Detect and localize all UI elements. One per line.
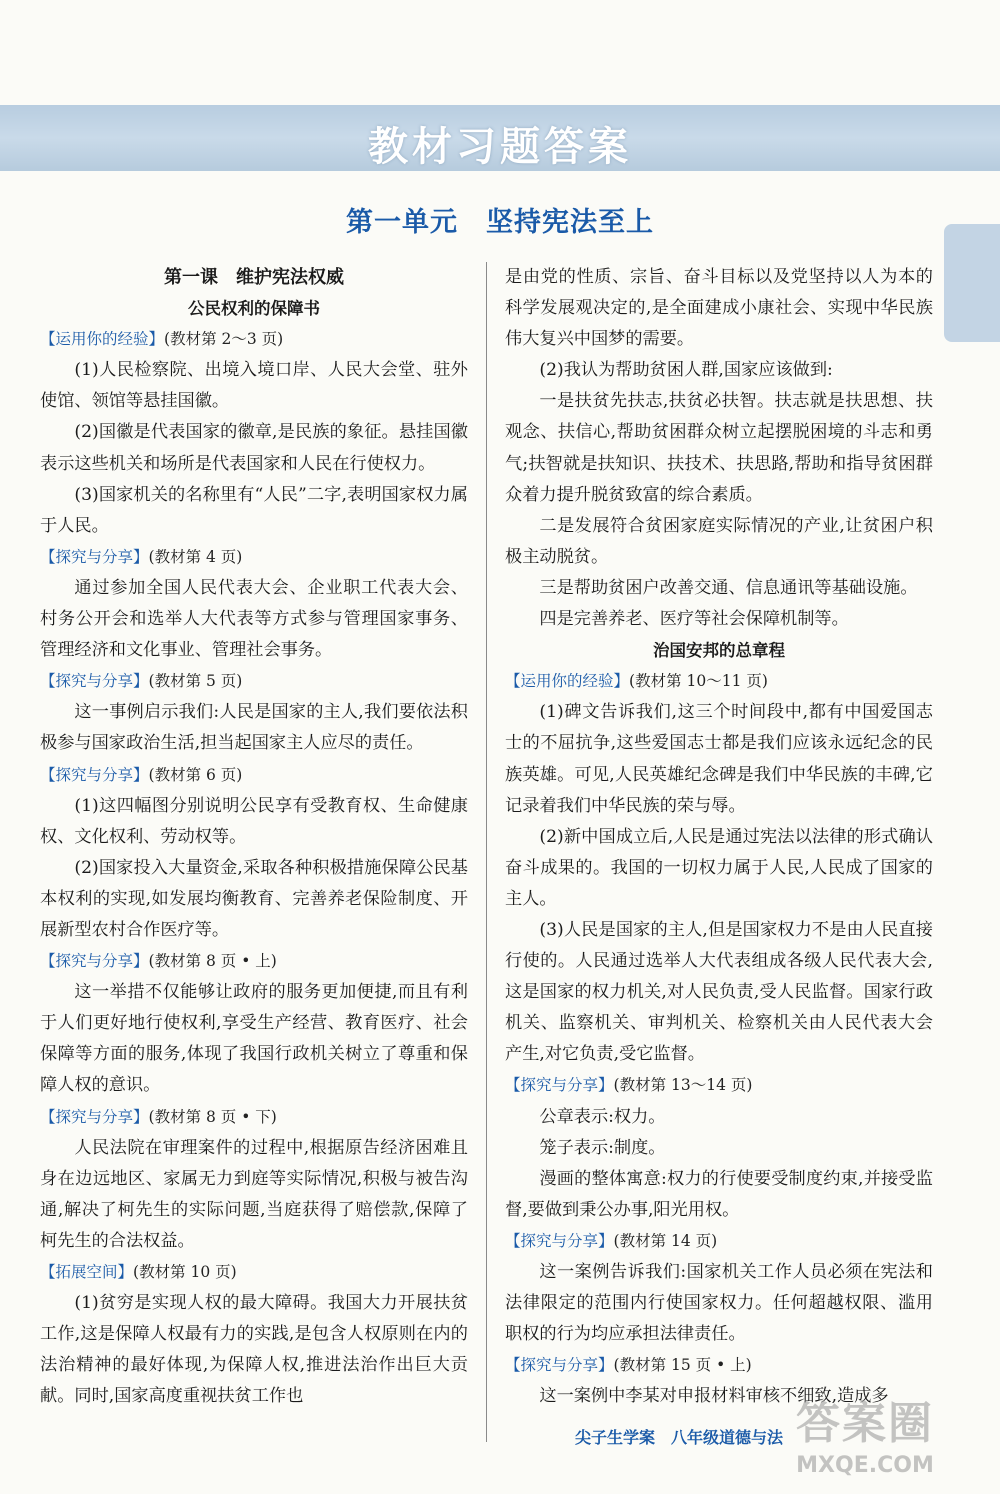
left-column <box>40 262 468 1412</box>
exercise-tag <box>40 1102 468 1133</box>
answer-paragraph: (2)新中国成立后,人民是通过宪法以法律的形式确认奋斗成果的。我国的一切权力属于人民,人民成了国家的主人。 <box>505 826 933 909</box>
right-column <box>505 262 933 1412</box>
answer-paragraph: (2)我认为帮助贫困人群,国家应该做到: <box>539 360 833 381</box>
answer-paragraph: (3)国家机关的名称里有“人民”二字,表明国家权力属于人民。 <box>40 484 468 536</box>
watermark-url: MXQE.COM <box>796 1453 934 1478</box>
exercise-tag-label: 【探究与分享】 <box>40 1107 149 1126</box>
exercise-tag-label: 【探究与分享】 <box>40 952 149 971</box>
answer-paragraph: (1)人民检察院、出境入境口岸、人民大会堂、驻外使馆、领馆等悬挂国徽。 <box>40 360 468 412</box>
exercise-tag-reference: (教材第 5 页) <box>148 672 243 691</box>
title-banner <box>0 105 1000 171</box>
exercise-tag-reference: (教材第 10～11 页) <box>629 672 768 691</box>
answer-paragraph: 公章表示:权力。 <box>539 1106 666 1127</box>
answer-paragraph: 这一案例中李某对申报材料审核不细致,造成多 <box>539 1386 889 1407</box>
answer-paragraph: 这一举措不仅能够让政府的服务更加便捷,而且有利于人们更好地行使权利,享受生产经营、教育医疗、社会保障等方面的服务,体现了我国行政机关树立了尊重和保障人权的意识。 <box>40 982 468 1096</box>
answer-paragraph: (2)国徽是代表国家的徽章,是民族的象征。悬挂国徽表示这些机关和场所是代表国家和人民在行使权力。 <box>40 422 468 474</box>
answer-paragraph: (3)人民是国家的主人,但是国家权力不是由人民直接行使的。人民通过选举人大代表组成各级人民代表大会,这是国家的权力机关,对人民负责,受人民监督。国家行政机关、监察机关、审判机关、检察机关由人民代表大会产生,对它负责,受它监督。 <box>505 919 933 1065</box>
exercise-tag <box>40 324 468 355</box>
exercise-tag <box>505 1350 933 1381</box>
exercise-tag-label: 【探究与分享】 <box>505 1356 614 1375</box>
answer-paragraph: 笼子表示:制度。 <box>539 1137 666 1158</box>
exercise-tag <box>40 1257 468 1288</box>
side-tab <box>944 224 1000 342</box>
answer-paragraph: (1)贫穷是实现人权的最大障碍。我国大力开展扶贫工作,这是保障人权最有力的实践,是包含人权原则在内的法治精神的最好体现,为保障人权,推进法治作出巨大贡献。同时,国家高度重视扶贫工作也 <box>40 1293 468 1407</box>
answer-paragraph: (1)碑文告诉我们,这三个时间段中,都有中国爱国志士的不屈抗争,这些爱国志士都是我们应该永远纪念的民族英雄。可见,人民英雄纪念碑是我们中华民族的丰碑,它记录着我们中华民族的荣与辱。 <box>505 702 933 816</box>
section-title: 治国安邦的总章程 <box>653 641 785 661</box>
exercise-tag-label: 【探究与分享】 <box>505 1231 614 1250</box>
answer-paragraph: (1)这四幅图分别说明公民享有受教育权、生命健康权、文化权利、劳动权等。 <box>40 795 468 847</box>
lesson-title: 第一课 维护宪法权威 <box>164 267 344 288</box>
answer-paragraph: 这一事例启示我们:人民是国家的主人,我们要依法积极参与国家政治生活,担当起国家主人应尽的责任。 <box>40 702 468 754</box>
exercise-tag <box>505 1226 933 1257</box>
answer-paragraph: (2)国家投入大量资金,采取各种积极措施保障公民基本权利的实现,如发展均衡教育、完善养老保险制度、开展新型农村合作医疗等。 <box>40 857 468 940</box>
exercise-tag-label: 【探究与分享】 <box>40 765 149 784</box>
exercise-tag <box>505 1070 933 1101</box>
answer-paragraph: 四是完善养老、医疗等社会保障机制等。 <box>539 609 849 630</box>
exercise-tag-label: 【拓展空间】 <box>40 1263 134 1281</box>
unit-title: 第一单元 坚持宪法至上 <box>346 207 654 238</box>
watermark-logo: 答案圈 <box>796 1398 934 1449</box>
answer-paragraph: 人民法院在审理案件的过程中,根据原告经济困难且身在边远地区、家属无力到庭等实际情况,积极与被告沟通,解决了柯先生的实际问题,当庭获得了赔偿款,保障了柯先生的合法权益。 <box>40 1137 468 1251</box>
exercise-tag-reference: (教材第 8 页 • 下) <box>148 1107 277 1126</box>
answer-paragraph: 漫画的整体寓意:权力的行使要受制度约束,并接受监督,要做到秉公办事,阳光用权。 <box>505 1168 933 1220</box>
exercise-tag-reference: (教材第 13～14 页) <box>613 1076 753 1095</box>
section-title: 公民权利的保障书 <box>188 299 320 319</box>
answer-paragraph: 这一案例告诉我们:国家机关工作人员必须在宪法和法律限定的范围内行使国家权力。任何超越权限、滥用职权的行为均应承担法律责任。 <box>505 1262 933 1345</box>
exercise-tag <box>40 542 468 573</box>
exercise-tag-reference: (教材第 10 页) <box>133 1263 237 1281</box>
exercise-tag-reference: (教材第 15 页 • 上) <box>613 1356 752 1375</box>
answer-paragraph: 是由党的性质、宗旨、奋斗目标以及党坚持以人为本的科学发展观决定的,是全面建成小康社会、实现中华民族伟大复兴中国梦的需要。 <box>505 267 933 350</box>
exercise-tag-label: 【探究与分享】 <box>505 1076 614 1095</box>
exercise-tag-reference: (教材第 4 页) <box>148 547 243 566</box>
answer-paragraph: 三是帮助贫困户改善交通、信息通讯等基础设施。 <box>539 577 918 598</box>
exercise-tag-reference: (教材第 14 页) <box>613 1231 718 1250</box>
exercise-tag-label: 【探究与分享】 <box>40 672 149 691</box>
footer-series-title: 尖子生学案 八年级道德与法 <box>575 1428 784 1447</box>
exercise-tag-label: 【运用你的经验】 <box>505 672 630 691</box>
exercise-tag <box>40 760 468 791</box>
exercise-tag-label: 【探究与分享】 <box>40 547 149 566</box>
page-title: 教材习题答案 <box>368 124 632 170</box>
answer-paragraph: 通过参加全国人民代表大会、企业职工代表大会、村务公开会和选举人大代表等方式参与管理国家事务、管理经济和文化事业、管理社会事务。 <box>40 577 468 661</box>
exercise-tag <box>40 946 468 977</box>
exercise-tag-reference: (教材第 8 页 • 上) <box>148 952 277 971</box>
watermark <box>760 1395 970 1490</box>
column-divider <box>486 262 487 1442</box>
exercise-tag-reference: (教材第 6 页) <box>148 765 243 784</box>
exercise-tag-label: 【运用你的经验】 <box>40 330 165 349</box>
answer-paragraph: 二是发展符合贫困家庭实际情况的产业,让贫困户积极主动脱贫。 <box>505 515 933 567</box>
answer-paragraph: 一是扶贫先扶志,扶贫必扶智。扶志就是扶思想、扶观念、扶信心,帮助贫困群众树立起摆脱困境的斗志和勇气;扶智就是扶知识、扶技术、扶思路,帮助和指导贫困群众着力提升脱贫致富的综合素质。 <box>505 391 933 505</box>
exercise-tag <box>505 666 933 697</box>
exercise-tag-reference: (教材第 2～3 页) <box>164 330 284 349</box>
exercise-tag <box>40 666 468 697</box>
